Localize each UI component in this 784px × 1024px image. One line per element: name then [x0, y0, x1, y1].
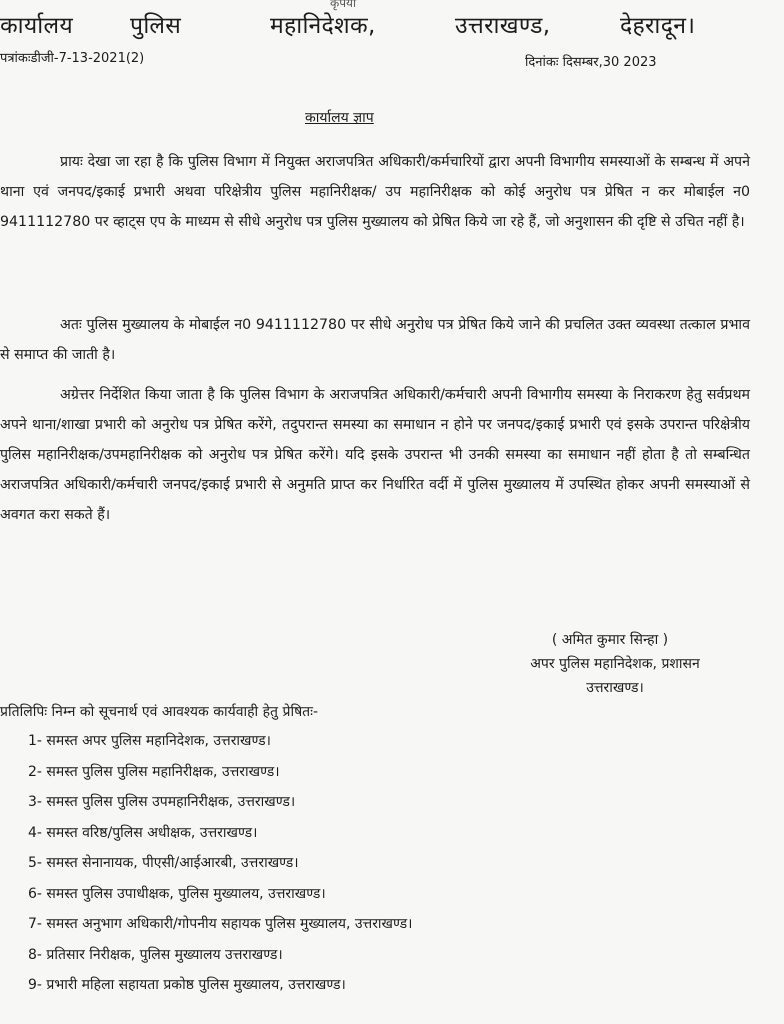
list-item: 2- समस्त पुलिस पुलिस महानिरीक्षक, उत्तराखण्ड। — [28, 763, 280, 780]
list-item: 9- प्रभारी महिला सहायता प्रकोष्ठ पुलिस मुख्यालय, उत्तराखण्ड। — [28, 977, 346, 993]
list-item: 5- समस्त सेनानायक, पीएसी/आईआरबी, उत्तराखण्ड। — [28, 855, 299, 871]
signatory-state: उत्तराखण्ड। — [586, 680, 644, 696]
header-police: पुलिस — [130, 13, 182, 39]
memo-title: कार्यालय ज्ञाप — [305, 110, 374, 126]
copy-to-list — [28, 726, 412, 1001]
header-office: कार्यालय — [0, 13, 74, 39]
list-item: 7- समस्त अनुभाग अधिकारी/गोपनीय सहायक पुलिस मुख्यालय, उत्तराखण्ड। — [28, 916, 413, 932]
reference-number: पत्रांकःडीजी-7-13-2021(2) — [0, 51, 145, 66]
paragraph-2: अतः पुलिस मुख्यालय के मोबाईल न0 9411112780 पर सीधे अनुरोध पत्र प्रेषित किये जाने की प्रचलित उक्त व्यवस्था तत्काल प्रभाव से समाप्त की जाती है। — [0, 317, 750, 363]
header-city: देहरादून। — [620, 13, 696, 39]
list-item: 6- समस्त पुलिस उपाधीक्षक, पुलिस मुख्यालय, उत्तराखण्ड। — [28, 885, 326, 902]
list-item: 4- समस्त वरिष्ठ/पुलिस अधीक्षक, उत्तराखण्ड। — [28, 824, 258, 841]
header-state: उत्तराखण्ड, — [455, 13, 551, 39]
list-item: 8- प्रतिसार निरीक्षक, पुलिस मुख्यालय उत्तराखण्ड। — [28, 946, 283, 963]
list-item: 1- समस्त अपर पुलिस महानिदेशक, उत्तराखण्ड। — [28, 733, 271, 749]
signatory-designation: अपर पुलिस महानिदेशक, प्रशासन — [530, 656, 700, 672]
list-item: 3- समस्त पुलिस पुलिस उपमहानिरीक्षक, उत्तराखण्ड। — [28, 794, 296, 810]
header-director-general: महानिदेशक, — [270, 13, 376, 39]
paragraph-3: अग्रेत्तर निर्देशित किया जाता है कि पुलिस विभाग के अराजपत्रित अधिकारी/कर्मचारी अपनी विभागीय समस्या के निराकरण हेतु सर्वप्रथम अपने थाना/शाखा प्रभारी को अनुरोध पत्र प्रेषित करेंगे, तदुपरान्त समस्या का समाधान न होने पर जनपद/इकाई प्रभारी एवं इसके उपरान्त परिक्षेत्रीय पुलिस महानिरीक्षक/उपमहानिरीक्षक को अनुरोध पत्र प्रेषित करेंगे। यदि इसके उपरान्त भी उनकी समस्या का समाधान नहीं होता है तो सम्बन्धित अराजपत्रित अधिकारी/कर्मचारी जनपद/इकाई प्रभारी से अनुमति प्राप्त कर निर्धारित वर्दी में पुलिस मुख्यालय में उपस्थित होकर अपनी समस्याओं से अवगत करा सकते हैं। — [0, 387, 750, 523]
signatory-name: ( अमित कुमार सिन्हा ) — [551, 632, 669, 648]
document-date: दिनांकः दिसम्बर,30 2023 — [525, 55, 657, 70]
paragraph-1: प्रायः देखा जा रहा है कि पुलिस विभाग में नियुक्त अराजपत्रित अधिकारी/कर्मचारियों द्वारा अपनी विभागीय समस्याओं के सम्बन्ध में अपने थाना एवं जनपद/इकाई प्रभारी अथवा परिक्षेत्रीय पुलिस महानिरीक्षक/ उप महानिरीक्षक को कोई अनुरोध पत्र प्रेषित न कर मोबाईल न0 9411112780 पर व्हाट्स एप के माध्यम से सीधे अनुरोध पत्र पुलिस मुख्यालय को प्रेषित किये जा रहे हैं, जो अनुशासन की दृष्टि से उचित नहीं है। — [0, 154, 750, 230]
handwritten-scribble: कृपया — [330, 0, 357, 10]
copy-to-heading: प्रतिलिपिः निम्न को सूचनार्थ एवं आवश्यक कार्यवाही हेतु प्रेषितः- — [0, 704, 319, 720]
